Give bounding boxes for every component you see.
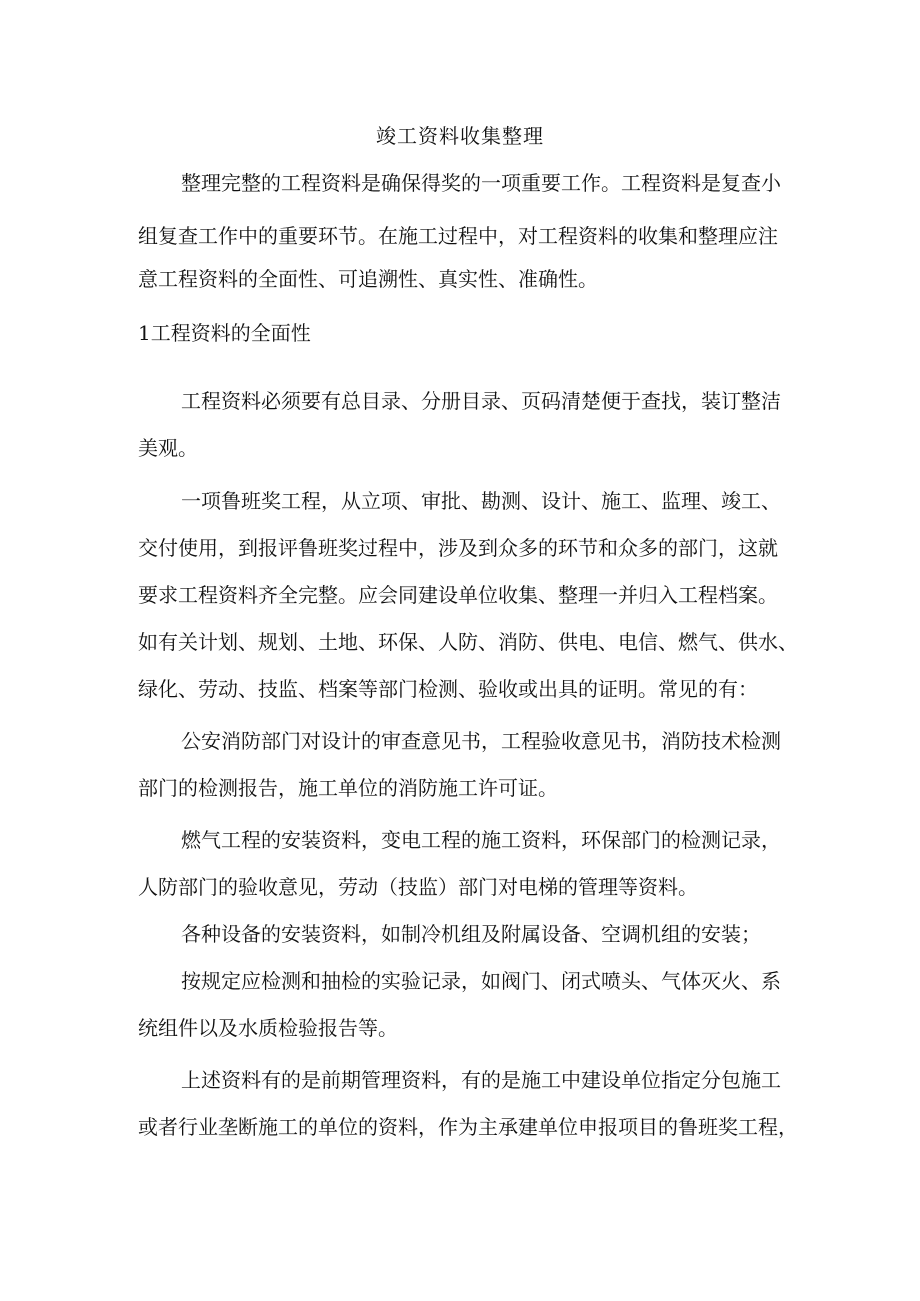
paragraph-line: 整理完整的工程资料是确保得奖的一项重要工作。工程资料是复查小: [181, 171, 781, 195]
paragraph-line: 绿化、劳动、技监、档案等部门检测、验收或出具的证明。常见的有：: [138, 677, 758, 701]
paragraph-line: 人防部门的验收意见，劳动（技监）部门对电梯的管理等资料。: [138, 875, 698, 899]
paragraph-line: 上述资料有的是前期管理资料，有的是施工中建设单位指定分包施工: [181, 1068, 781, 1092]
paragraph-line: 统组件以及水质检验报告等。: [138, 1016, 398, 1040]
section-heading: 1工程资料的全面性: [138, 321, 311, 345]
paragraph-line: 交付使用，到报评鲁班奖过程中，涉及到众多的环节和众多的部门，这就: [138, 536, 778, 560]
paragraph-line: 按规定应检测和抽检的实验记录，如阀门、闭式喷头、气体灭火、系: [181, 969, 781, 993]
paragraph-line: 意工程资料的全面性、可追溯性、真实性、准确性。: [138, 267, 598, 291]
paragraph-line: 组复查工作中的重要环节。在施工过程中，对工程资料的收集和整理应注: [138, 224, 778, 248]
paragraph-line: 要求工程资料齐全完整。应会同建设单位收集、整理一并归入工程档案。: [138, 583, 778, 607]
paragraph-line: 各种设备的安装资料，如制冷机组及附属设备、空调机组的安装；: [181, 922, 761, 946]
paragraph-line: 一项鲁班奖工程，从立项、审批、勘测、设计、施工、监理、竣工、: [181, 489, 781, 513]
paragraph-line: 公安消防部门对设计的审查意见书，工程验收意见书，消防技术检测: [181, 729, 781, 753]
paragraph-line: 美观。: [138, 436, 198, 460]
paragraph-line: 部门的检测报告，施工单位的消防施工许可证。: [138, 776, 558, 800]
document-title: 竣工资料收集整理: [376, 124, 544, 148]
paragraph-line: 工程资料必须要有总目录、分册目录、页码清楚便于查找，装订整洁: [181, 389, 781, 413]
paragraph-line: 如有关计划、规划、土地、环保、人防、消防、供电、电信、燃气、供水、: [138, 630, 798, 654]
paragraph-line: 或者行业垄断施工的单位的资料，作为主承建单位申报项目的鲁班奖工程，: [138, 1115, 798, 1139]
paragraph-line: 燃气工程的安装资料，变电工程的施工资料，环保部门的检测记录，: [181, 828, 781, 852]
